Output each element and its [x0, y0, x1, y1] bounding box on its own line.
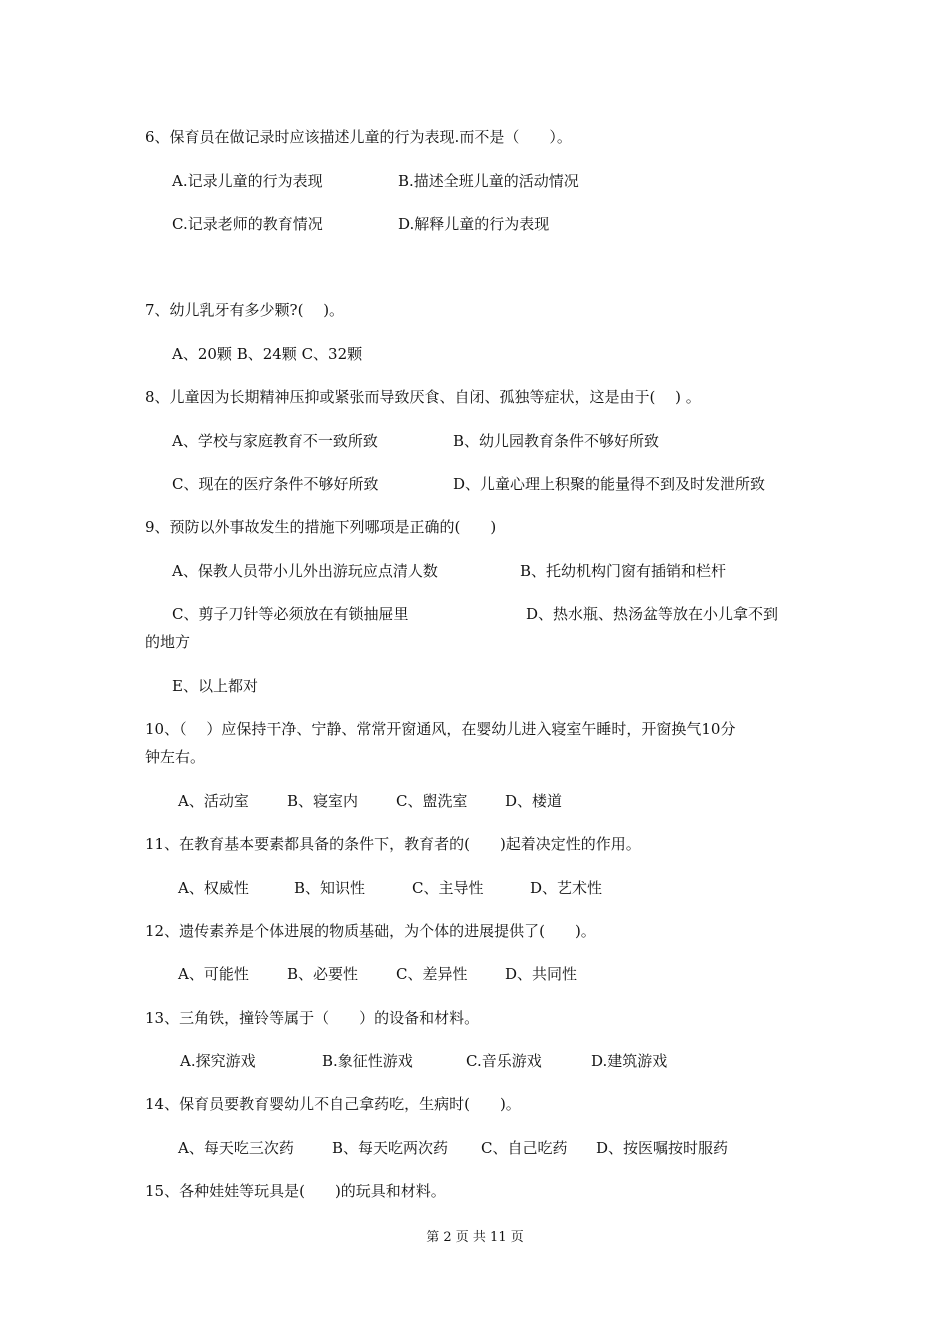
page-number-footer: 第 2 页 共 11 页	[426, 1230, 524, 1245]
question-12-option-c: C、差异性	[396, 965, 468, 983]
question-14-option-a: A、每天吃三次药	[178, 1139, 294, 1157]
question-8-option-c: C、现在的医疗条件不够好所致	[172, 475, 379, 493]
question-6-stem: 6、保育员在做记录时应该描述儿童的行为表现.而不是（ ）。	[145, 128, 572, 146]
question-10-stem-continuation: 钟左右。	[145, 748, 206, 766]
question-13-option-a: A.探究游戏	[180, 1052, 256, 1070]
question-9-option-b: B、托幼机构门窗有插销和栏杆	[520, 562, 727, 580]
question-11-stem: 11、在教育基本要素都具备的条件下，教育者的( )起着决定性的作用。	[145, 835, 641, 853]
question-6-option-a: A.记录儿童的行为表现	[172, 172, 323, 190]
question-13-stem: 13、三角铁，撞铃等属于（ ）的设备和材料。	[145, 1009, 480, 1027]
question-6-option-d: D.解释儿童的行为表现	[398, 215, 550, 233]
question-13-option-d: D.建筑游戏	[591, 1052, 668, 1070]
question-8-stem: 8、儿童因为长期精神压抑或紧张而导致厌食、自闭、孤独等症状，这是由于( ) 。	[145, 388, 701, 406]
question-9-option-e: E、以上都对	[172, 677, 258, 695]
question-14-option-d: D、按医嘱按时服药	[596, 1139, 729, 1157]
question-13-option-c: C.音乐游戏	[466, 1052, 542, 1070]
question-12-option-b: B、必要性	[287, 965, 359, 983]
question-10-option-a: A、活动室	[178, 792, 249, 810]
question-11-option-a: A、权威性	[178, 879, 249, 897]
question-15-stem: 15、各种娃娃等玩具是( )的玩具和材料。	[145, 1182, 446, 1200]
question-14-stem: 14、保育员要教育婴幼儿不自己拿药吃，生病时( )。	[145, 1095, 521, 1113]
question-8-option-b: B、幼儿园教育条件不够好所致	[453, 432, 660, 450]
question-9-stem: 9、预防以外事故发生的措施下列哪项是正确的( )	[145, 518, 497, 536]
question-8-option-d: D、儿童心理上积聚的能量得不到及时发泄所致	[453, 475, 766, 493]
question-8-option-a: A、学校与家庭教育不一致所致	[172, 432, 378, 450]
question-7-options: A、20颗 B、24颗 C、32颗	[172, 345, 363, 363]
question-6-option-c: C.记录老师的教育情况	[172, 215, 323, 233]
question-11-option-d: D、艺术性	[530, 879, 603, 897]
question-9-option-d-continuation: 的地方	[145, 633, 191, 651]
question-6-option-b: B.描述全班儿童的活动情况	[398, 172, 579, 190]
question-9-option-c: C、剪子刀针等必须放在有锁抽屉里	[172, 605, 409, 623]
question-7-stem: 7、幼儿乳牙有多少颗?( )。	[145, 301, 345, 319]
question-12-option-d: D、共同性	[505, 965, 578, 983]
question-12-option-a: A、可能性	[178, 965, 249, 983]
question-13-option-b: B.象征性游戏	[322, 1052, 413, 1070]
question-11-option-b: B、知识性	[294, 879, 366, 897]
question-10-stem: 10、（ ）应保持干净、宁静、常常开窗通风，在婴幼儿进入寝室午睡时，开窗换气10分	[145, 720, 736, 738]
question-11-option-c: C、主导性	[412, 879, 484, 897]
question-10-option-c: C、盥洗室	[396, 792, 468, 810]
question-9-option-d: D、热水瓶、热汤盆等放在小儿拿不到	[526, 605, 779, 623]
question-10-option-b: B、寝室内	[287, 792, 359, 810]
question-14-option-c: C、自己吃药	[481, 1139, 568, 1157]
question-14-option-b: B、每天吃两次药	[332, 1139, 449, 1157]
question-10-option-d: D、楼道	[505, 792, 563, 810]
question-9-option-a: A、保教人员带小儿外出游玩应点清人数	[172, 562, 438, 580]
question-12-stem: 12、遗传素养是个体进展的物质基础，为个体的进展提供了( )。	[145, 922, 596, 940]
